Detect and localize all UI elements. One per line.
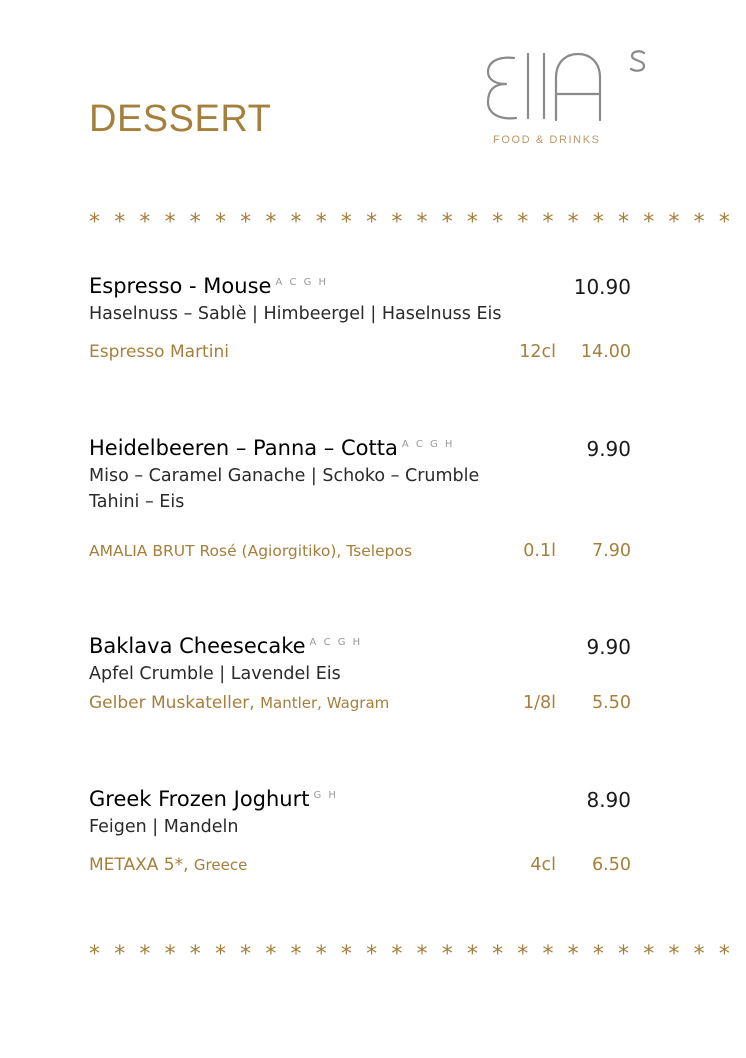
page-title: DESSERT — [89, 98, 272, 140]
item-name-text: Espresso - Mouse — [89, 274, 272, 298]
menu-item-description: Miso – Caramel Ganache | Schoko – Crumble — [89, 466, 480, 486]
allergen-codes: A C G H — [309, 637, 363, 648]
pairing-price: 5.50 — [592, 693, 631, 713]
menu-item-name — [89, 634, 362, 658]
menu-item-price: 9.90 — [586, 635, 631, 659]
pairing-name — [89, 693, 389, 713]
menu-item-description: Feigen | Mandeln — [89, 817, 239, 837]
restaurant-logo — [484, 48, 654, 156]
pairing-name-text: METAXA 5*, — [89, 855, 189, 875]
pairing-volume: 1/8l — [522, 693, 556, 713]
menu-item-description: Haselnuss – Sablè | Himbeergel | Haselnuss Eis — [89, 304, 502, 324]
divider-bottom: * * * * * * * * * * * * * * * * * * * * * * * * * * — [89, 942, 734, 967]
logo-wordmark-graphic — [484, 48, 654, 138]
pairing-price: 14.00 — [580, 342, 631, 362]
allergen-codes: A C G H — [401, 439, 455, 450]
pairing-price: 7.90 — [592, 541, 631, 561]
menu-item-name — [89, 436, 454, 460]
menu-item-description: Tahini – Eis — [89, 492, 185, 512]
pairing-name-text: Gelber Muskateller, — [89, 693, 255, 713]
menu-item-price: 10.90 — [573, 275, 631, 299]
menu-item-name — [89, 274, 328, 298]
pairing-name: AMALIA BRUT Rosé (Agiorgitiko), Tselepos — [89, 542, 413, 560]
pairing-volume: 0.1l — [523, 541, 556, 561]
pairing-volume: 12cl — [519, 342, 556, 362]
pairing-name — [89, 855, 247, 875]
menu-item-name — [89, 787, 338, 811]
pairing-price: 6.50 — [592, 855, 631, 875]
menu-item-price: 9.90 — [586, 437, 631, 461]
item-name-text: Greek Frozen Joghurt — [89, 787, 310, 811]
menu-item-price: 8.90 — [586, 788, 631, 812]
allergen-codes: A C G H — [275, 277, 329, 288]
item-name-text: Baklava Cheesecake — [89, 634, 306, 658]
allergen-codes: G H — [313, 790, 338, 801]
divider-top: * * * * * * * * * * * * * * * * * * * * * * * * * * — [89, 210, 734, 235]
pairing-name: Espresso Martini — [89, 342, 229, 362]
pairing-detail: Mantler, Wagram — [260, 694, 390, 712]
logo-tagline: FOOD & DRINKS — [493, 134, 601, 146]
pairing-volume: 4cl — [530, 855, 556, 875]
menu-item-description: Apfel Crumble | Lavendel Eis — [89, 664, 341, 684]
pairing-detail: Greece — [193, 856, 248, 874]
item-name-text: Heidelbeeren – Panna – Cotta — [89, 436, 398, 460]
